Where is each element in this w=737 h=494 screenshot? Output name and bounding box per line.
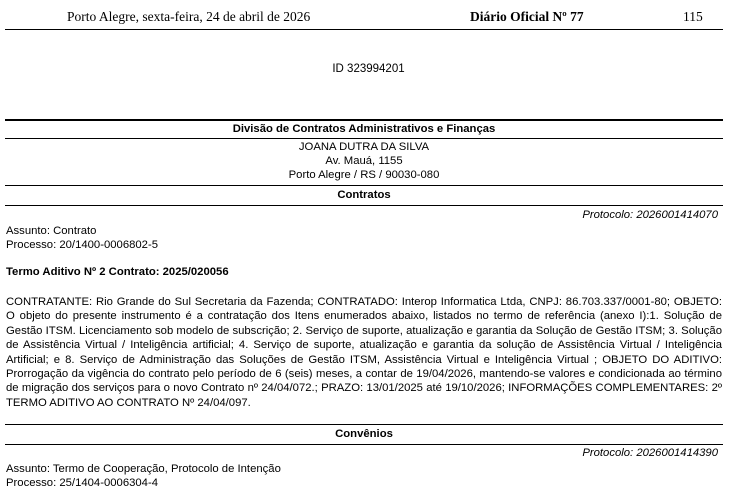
- termo-aditivo-title: Termo Aditivo Nº 2 Contrato: 2025/020056: [6, 266, 229, 278]
- document-id: ID 323994201: [332, 63, 405, 75]
- convenios-assunto: Assunto: Termo de Cooperação, Protocolo de Intenção: [6, 463, 281, 475]
- header-location-date: Porto Alegre, sexta-feira, 24 de abril de 2026: [67, 9, 311, 24]
- convenios-protocolo: Protocolo: 2026001414390: [582, 447, 718, 459]
- convenios-section-title: Convênios: [335, 428, 393, 440]
- contratos-section-title: Contratos: [337, 189, 391, 201]
- convenios-bottom-rule: [5, 444, 723, 445]
- convenios-processo: Processo: 25/1404-0006304-4: [6, 477, 158, 489]
- header-journal-title: Diário Oficial Nº 77: [470, 9, 584, 24]
- contratos-protocolo: Protocolo: 2026001414070: [582, 209, 718, 221]
- division-top-rule: [5, 119, 723, 121]
- convenios-top-rule: [5, 424, 723, 425]
- division-title: Divisão de Contratos Administrativos e Finanças: [232, 123, 496, 135]
- division-address: Av. Mauá, 1155: [325, 155, 403, 167]
- contratos-top-rule: [5, 185, 723, 186]
- division-city: Porto Alegre / RS / 90030-080: [288, 169, 440, 181]
- header-page-number: 115: [683, 9, 703, 24]
- contratos-bottom-rule: [5, 205, 723, 206]
- contratos-body: CONTRATANTE: Rio Grande do Sul Secretaria da Fazenda; CONTRATADO: Interop Informatica Ltda, CNPJ: 86.703.337/0001-80; OBJETO: O objeto do presente instrumento é a contratação dos Itens enumerados abaixo, listados no termo de referência (anexo I):1. Solução de Gestão ITSM. Licenciamento sob modelo de subscrição; 2. Serviço de suporte, atualização e garantia da Solução de Gestão ITSM; 3. Solução de Assistência Virtual / Inteligência artificial; 4. Serviço de suporte, atualização e garantia da solução de Assistência Virtual / Inteligência Artificial; e 8. Serviço de Administração das Soluções de Gestão ITSM, Assistência Virtual e Inteligência Virtual ; OBJETO DO ADITIVO: Prorrogação da vigência do contrato pelo período de 6 (seis) meses, a contar de 19/04/2026, mantendo-se valores e condicionada ao término de migração dos serviços para o novo Contrato nº 24/04/072.; PRAZO: 13/01/2025 até 19/10/2026; INFORMAÇÕES COMPLEMENTARES: 2º TERMO ADITIVO AO CONTRATO Nº 24/04/097.: [6, 296, 722, 409]
- division-title-rule: [5, 138, 723, 139]
- contratos-processo: Processo: 20/1400-0006802-5: [6, 239, 158, 251]
- contratos-assunto: Assunto: Contrato: [6, 225, 97, 237]
- header-divider: [5, 29, 723, 30]
- page-header: [0, 9, 737, 27]
- division-name: JOANA DUTRA DA SILVA: [298, 141, 430, 153]
